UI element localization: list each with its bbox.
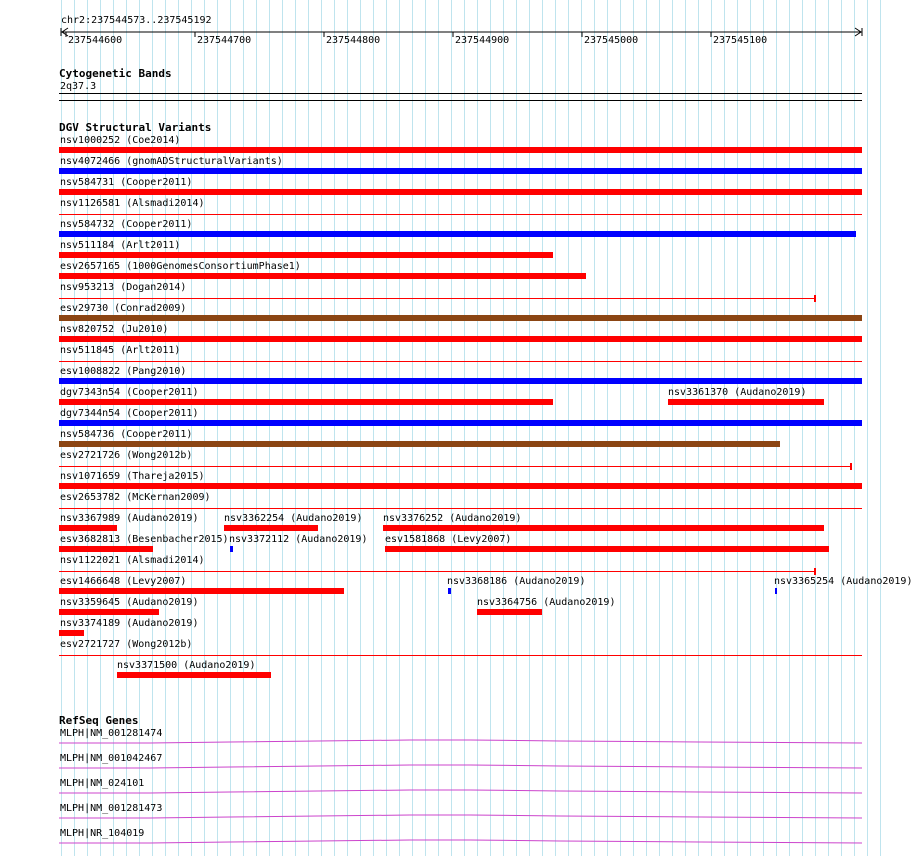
- variant-bar[interactable]: [668, 399, 824, 405]
- ruler-tick-label: 237544600: [68, 35, 123, 46]
- variant-label[interactable]: nsv511184 (Arlt2011): [60, 240, 181, 251]
- variant-end-marker: [814, 568, 816, 575]
- variant-label[interactable]: nsv584731 (Cooper2011): [60, 177, 193, 188]
- gene-line[interactable]: [0, 838, 890, 846]
- track-divider: [59, 100, 862, 101]
- cytogenetic-track-title: Cytogenetic Bands: [59, 67, 172, 80]
- variant-label[interactable]: nsv3364756 (Audano2019): [477, 597, 616, 608]
- variant-bar[interactable]: [59, 315, 862, 321]
- variant-bar[interactable]: [59, 441, 780, 447]
- variant-label[interactable]: nsv1071659 (Thareja2015): [60, 471, 205, 482]
- variant-label[interactable]: esv3682813 (Besenbacher2015): [60, 534, 229, 545]
- ruler-tick-label: 237544900: [455, 35, 510, 46]
- variant-label[interactable]: esv2721727 (Wong2012b): [60, 639, 193, 650]
- gene-line[interactable]: [0, 813, 890, 821]
- variant-bar[interactable]: [59, 655, 862, 656]
- variant-bar[interactable]: [59, 508, 862, 509]
- variant-bar[interactable]: [59, 147, 862, 153]
- variant-bar[interactable]: [59, 361, 862, 362]
- variant-label[interactable]: esv29730 (Conrad2009): [60, 303, 187, 314]
- variant-label[interactable]: nsv3371500 (Audano2019): [117, 660, 256, 671]
- variant-label[interactable]: esv2721726 (Wong2012b): [60, 450, 193, 461]
- variant-bar[interactable]: [59, 546, 153, 552]
- variant-bar[interactable]: [230, 546, 233, 552]
- ruler-tick-label: 237544800: [326, 35, 381, 46]
- variant-bar[interactable]: [59, 273, 586, 279]
- variant-end-marker: [850, 463, 852, 470]
- variant-bar[interactable]: [385, 546, 829, 552]
- ruler-tick-label: 237545100: [713, 35, 768, 46]
- variant-bar[interactable]: [59, 214, 862, 215]
- variant-bar[interactable]: [59, 571, 816, 572]
- cytoband-label: 2q37.3: [60, 81, 97, 92]
- variant-bar[interactable]: [383, 525, 824, 531]
- variant-label[interactable]: nsv3376252 (Audano2019): [383, 513, 522, 524]
- variant-label[interactable]: nsv3368186 (Audano2019): [447, 576, 586, 587]
- variant-label[interactable]: nsv3359645 (Audano2019): [60, 597, 199, 608]
- variant-bar[interactable]: [59, 189, 862, 195]
- variant-label[interactable]: nsv511845 (Arlt2011): [60, 345, 181, 356]
- variant-bar[interactable]: [117, 672, 271, 678]
- variant-bar[interactable]: [59, 378, 862, 384]
- cytoband-line: [59, 93, 862, 94]
- variant-label[interactable]: nsv4072466 (gnomADStructuralVariants): [60, 156, 283, 167]
- variant-bar[interactable]: [59, 420, 862, 426]
- gene-label[interactable]: MLPH|NM_024101: [60, 778, 145, 789]
- gene-label[interactable]: MLPH|NM_001042467: [60, 753, 163, 764]
- gene-label[interactable]: MLPH|NM_001281473: [60, 803, 163, 814]
- variant-bar[interactable]: [59, 336, 862, 342]
- variant-bar[interactable]: [59, 630, 84, 636]
- variant-bar[interactable]: [477, 609, 542, 615]
- gene-line[interactable]: [0, 763, 890, 771]
- variant-label[interactable]: nsv3365254 (Audano2019): [774, 576, 912, 587]
- variant-label[interactable]: dgv7344n54 (Cooper2011): [60, 408, 199, 419]
- gene-line[interactable]: [0, 738, 890, 746]
- variant-label[interactable]: esv2653782 (McKernan2009): [60, 492, 211, 503]
- variant-label[interactable]: nsv3374189 (Audano2019): [60, 618, 199, 629]
- variant-bar[interactable]: [224, 525, 318, 531]
- variant-label[interactable]: nsv584736 (Cooper2011): [60, 429, 193, 440]
- variant-bar[interactable]: [59, 231, 856, 237]
- variant-label[interactable]: nsv3361370 (Audano2019): [668, 387, 807, 398]
- variant-label[interactable]: nsv584732 (Cooper2011): [60, 219, 193, 230]
- gene-label[interactable]: MLPH|NM_001281474: [60, 728, 163, 739]
- variant-label[interactable]: nsv820752 (Ju2010): [60, 324, 169, 335]
- refseq-track-title: RefSeq Genes: [59, 714, 139, 727]
- variant-bar[interactable]: [775, 588, 777, 594]
- variant-bar[interactable]: [59, 609, 159, 615]
- variant-bar[interactable]: [59, 588, 344, 594]
- variant-bar[interactable]: [59, 483, 862, 489]
- variant-label[interactable]: nsv1122021 (Alsmadi2014): [60, 555, 205, 566]
- variant-label[interactable]: nsv1000252 (Coe2014): [60, 135, 181, 146]
- variant-bar[interactable]: [59, 399, 553, 405]
- variant-label[interactable]: nsv3367989 (Audano2019): [60, 513, 199, 524]
- variant-bar[interactable]: [59, 252, 553, 258]
- variant-bar[interactable]: [59, 168, 862, 174]
- gene-line[interactable]: [0, 788, 890, 796]
- variant-label[interactable]: nsv3362254 (Audano2019): [224, 513, 363, 524]
- variant-bar[interactable]: [59, 298, 816, 299]
- variant-label[interactable]: nsv1126581 (Alsmadi2014): [60, 198, 205, 209]
- location-label: chr2:237544573..237545192: [61, 15, 212, 26]
- variant-label[interactable]: nsv953213 (Dogan2014): [60, 282, 187, 293]
- variant-label[interactable]: dgv7343n54 (Cooper2011): [60, 387, 199, 398]
- ruler-tick-label: 237545000: [584, 35, 639, 46]
- variant-bar[interactable]: [59, 466, 852, 467]
- gene-label[interactable]: MLPH|NR_104019: [60, 828, 145, 839]
- variant-label[interactable]: esv1008822 (Pang2010): [60, 366, 187, 377]
- dgv-track-title: DGV Structural Variants: [59, 121, 212, 134]
- variant-label[interactable]: esv1466648 (Levy2007): [60, 576, 187, 587]
- variant-end-marker: [814, 295, 816, 302]
- variant-label[interactable]: nsv3372112 (Audano2019): [229, 534, 368, 545]
- ruler-tick-label: 237544700: [197, 35, 252, 46]
- variant-label[interactable]: esv1581868 (Levy2007): [385, 534, 512, 545]
- variant-bar[interactable]: [448, 588, 451, 594]
- variant-label[interactable]: esv2657165 (1000GenomesConsortiumPhase1): [60, 261, 301, 272]
- variant-bar[interactable]: [59, 525, 117, 531]
